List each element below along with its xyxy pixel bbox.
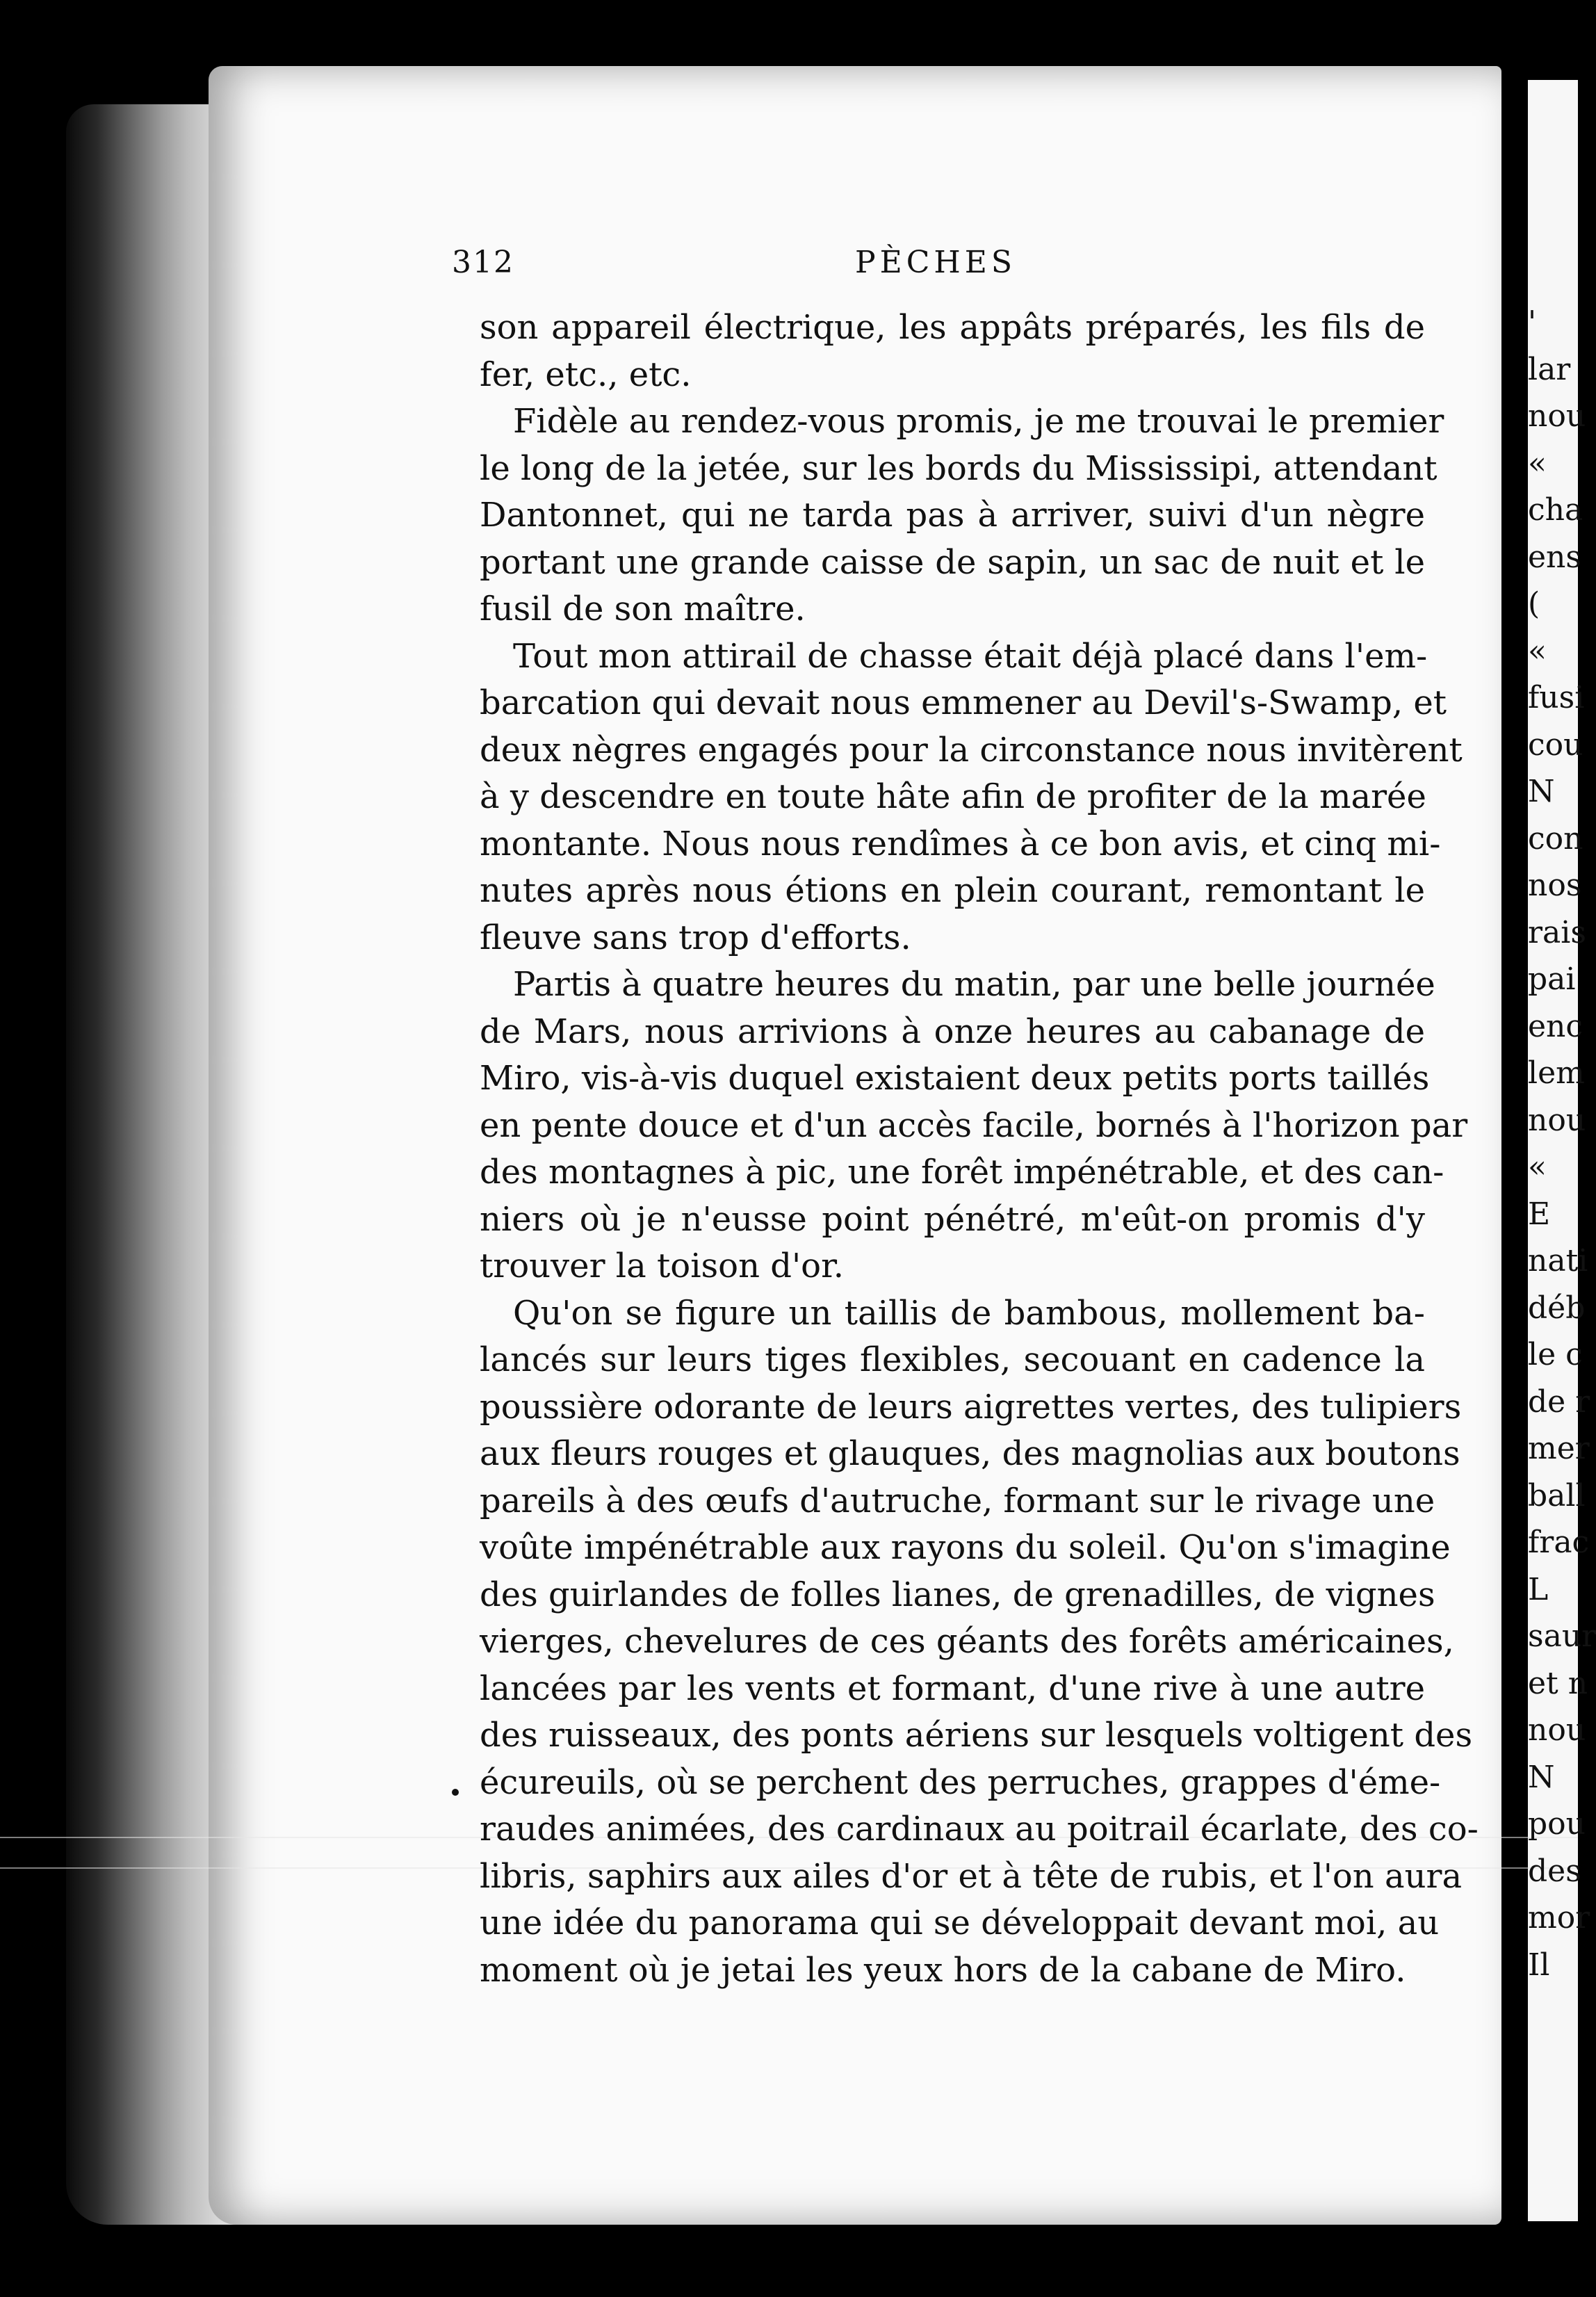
text-line: des guirlandes de folles lianes, de grenadilles, de vignes [480,1575,1435,1614]
right-page-fragment: N [1528,774,1555,809]
right-page-fragment: mer [1528,1431,1590,1466]
text-line: écureuils, où se perchent des perruches, grappes d'éme- [480,1762,1441,1802]
right-page-fragment: lar [1528,351,1571,387]
text-line: des ruisseaux, des ponts aériens sur lesquels voltigent des [480,1716,1473,1755]
right-page-fragment: cha [1528,492,1583,528]
right-page-fragment: N [1528,1759,1555,1795]
text-line: fusil de son maître. [480,590,806,628]
right-page-fragment: frac [1528,1525,1590,1560]
text-line: moment où je jetai les yeux hors de la cabane de Miro. [480,1950,1406,1990]
right-page-fragment: cou [1528,727,1583,763]
text-line: Dantonnet, qui ne tarda pas à arriver, suivi d'un nègre [480,496,1425,535]
right-page-fragment: enc [1528,1008,1583,1044]
page-gutter [1501,70,1528,2225]
text-line: fleuve sans trop d'efforts. [480,918,911,957]
right-page-fragment: « [1528,445,1547,481]
text-line: vierges, chevelures de ces géants des forêts américaines, [480,1622,1454,1661]
text-line: Miro, vis-à-vis duquel existaient deux petits ports taillés [480,1059,1430,1098]
ink-speck [452,1789,459,1796]
page-number: 312 [452,245,514,280]
body-text [480,305,1479,1994]
running-header [452,245,1411,286]
text-line: lancés sur leurs tiges flexibles, secouant en cadence la [480,1340,1425,1379]
text-line: son appareil électrique, les appâts préparés, les fils de [480,308,1425,347]
text-line: de Mars, nous arrivions à onze heures au cabanage de [480,1012,1425,1051]
text-line: Partis à quatre heures du matin, par une belle journée [513,965,1435,1004]
text-line: le long de la jetée, sur les bords du Mississipi, attendant [480,448,1438,488]
right-page-fragment: déb [1528,1290,1586,1326]
text-line: montante. Nous nous rendîmes à ce bon avis, et cinq mi- [480,824,1441,863]
paragraph [480,398,1444,633]
right-page-fragment: et n [1528,1665,1588,1701]
right-page-fragment: ( [1528,586,1540,622]
running-title: PÈCHES [855,245,1017,280]
text-line: aux fleurs rouges et glauques, des magnolias aux boutons [480,1434,1460,1473]
text-line: deux nègres engagés pour la circonstance nous invitèrent [480,730,1463,770]
right-page-fragment: nos [1528,868,1582,903]
right-page-fragment: mor [1528,1900,1590,1935]
text-line: voûte impénétrable aux rayons du soleil. Qu'on s'imagine [480,1528,1451,1567]
right-page-fragment: pou [1528,1806,1586,1842]
right-page-fragment: le c [1528,1337,1583,1372]
right-page-fragment: ' [1528,305,1537,340]
text-line: Tout mon attirail de chasse était déjà placé dans l'em- [513,636,1428,676]
text-line: portant une grande caisse de sapin, un sac de nuit et le [480,542,1425,582]
right-page-fragment: nou [1528,1712,1586,1748]
text-line: nutes après nous étions en plein courant, remontant le [480,871,1425,910]
text-line: une idée du panorama qui se développait devant moi, au [480,1904,1440,1942]
right-page-fragment: saur [1528,1618,1596,1654]
text-line: raudes animées, des cardinaux au poitrail écarlate, des co- [480,1810,1479,1849]
paragraph [480,633,1463,962]
paragraph [480,305,1425,398]
right-page-fragment: Il [1528,1947,1550,1983]
text-line: Fidèle au rendez-vous promis, je me trouvai le premier [513,402,1444,441]
text-line: barcation qui devait nous emmener au Devil's-Swamp, et [480,683,1447,722]
text-line: à y descendre en toute hâte afin de profiter de la marée [480,777,1426,816]
right-page-fragment: des [1528,1853,1581,1889]
paragraph [480,961,1468,1290]
right-page-fragment: E [1528,1196,1551,1232]
right-page-fragment: con [1528,820,1583,857]
text-line: Qu'on se figure un taillis de bambous, mollement ba- [513,1293,1425,1333]
text-line: niers où je n'eusse point pénétré, m'eût-on promis d'y [480,1199,1425,1239]
right-page-fragment: de r [1528,1383,1590,1420]
right-page-fragment: L [1528,1571,1549,1607]
right-page-fragment: rais [1528,914,1586,950]
right-page-fragment: nou [1528,398,1586,434]
right-page-fragment: nati [1528,1243,1588,1279]
paragraph [480,1290,1479,1995]
right-page-fragment: lem [1528,1055,1585,1091]
right-page-fragment: ens [1528,539,1581,575]
text-line: en pente douce et d'un accès facile, bornés à l'horizon par [480,1105,1468,1145]
text-line: poussière odorante de leurs aigrettes vertes, des tulipiers [480,1387,1462,1427]
right-page-fragment: pai [1528,961,1576,997]
text-line: lancées par les vents et formant, d'une rive à une autre [480,1669,1425,1708]
text-line: fer, etc., etc. [480,355,692,394]
right-page-fragment: « [1528,633,1547,669]
right-page-fragment: ball [1528,1477,1586,1513]
right-page-fragment: nou [1528,1102,1586,1138]
text-line: des montagnes à pic, une forêt impénétrable, et des can- [480,1153,1444,1192]
right-page-fragment: « [1528,1149,1547,1185]
text-line: trouver la toison d'or. [480,1247,844,1285]
text-line: pareils à des œufs d'autruche, formant sur le rivage une [480,1481,1435,1520]
text-line: libris, saphirs aux ailes d'or et à tête de rubis, et l'on aura [480,1856,1463,1896]
right-page-fragment: fusi [1528,680,1585,715]
right-page-text-fragments [1528,299,1596,1988]
